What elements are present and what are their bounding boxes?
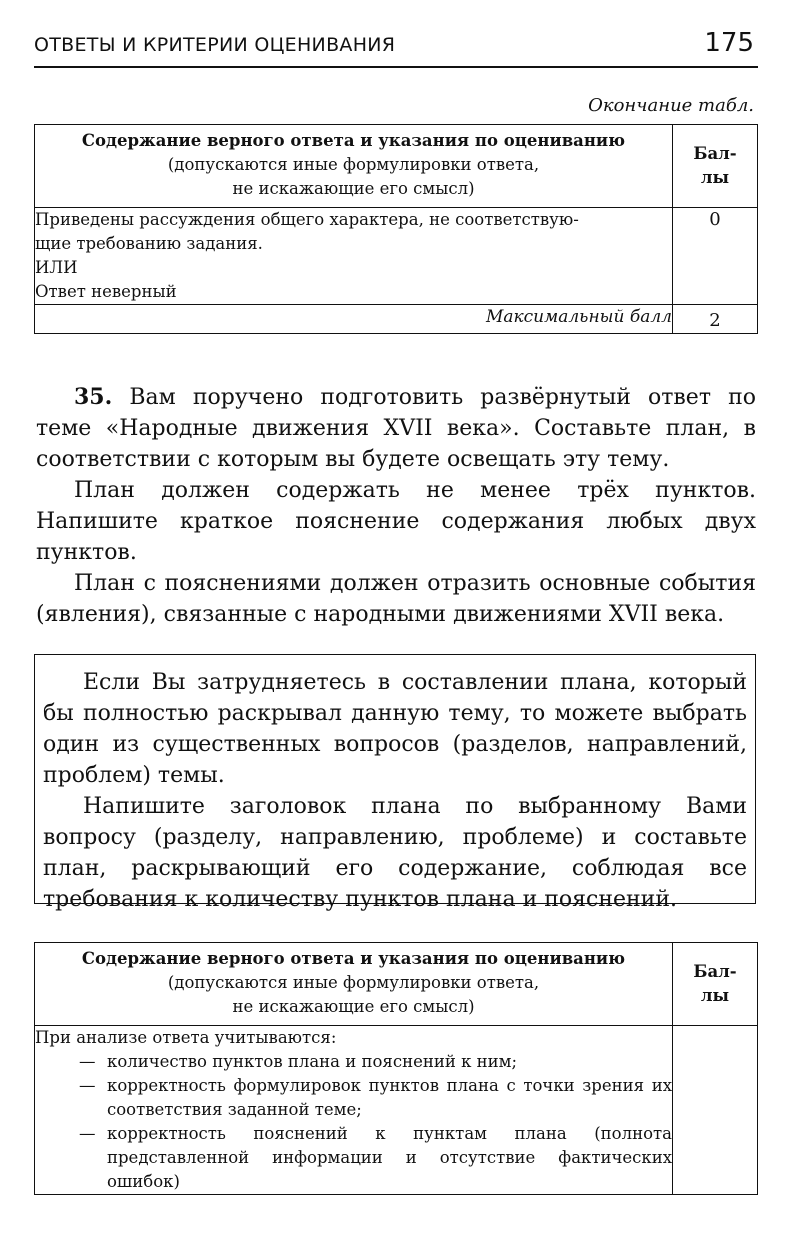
criterion-points: 0 [673, 208, 758, 305]
header-bold-line: Содержание верного ответа и указания по оцениванию [81, 131, 626, 150]
header-line-2: (допускаются иные формулировки ответа, [167, 973, 540, 992]
hint-paragraph-1: Если Вы затрудняетесь в составлении плана, который бы полностью раскрывал данную тему, то можете выбрать один из существенных вопросов (разделов, направлений, проблем) темы. [43, 670, 747, 788]
criterion-points [673, 1026, 758, 1195]
max-score-label: Максимальный балл [35, 305, 673, 334]
criterion-text [35, 208, 673, 305]
table-header-row [35, 943, 758, 1026]
max-score-value: 2 [673, 305, 758, 334]
criteria-table-2 [34, 942, 758, 1195]
points-header [673, 125, 758, 208]
criterion-or: ИЛИ [35, 258, 78, 277]
hint-box [34, 654, 756, 912]
table-header-content [35, 943, 673, 1026]
task-text-1: Вам поручено подготовить развёрнутый ответ по теме «Народные движения XVII века». Составьте план, в соответствии с которым вы будете освещать эту тему. [36, 385, 756, 472]
task-paragraph-3: План с пояснениями должен отразить основные события (явления), связанные с народными движениями XVII века. [36, 571, 756, 627]
max-score-row [35, 305, 758, 334]
task-number: 35. [74, 384, 113, 410]
header-line-3: не искажающие его смысл) [232, 179, 475, 198]
hint-paragraph-2: Напишите заголовок плана по выбранному Вами вопросу (разделу, направлению, проблеме) и составьте план, раскрывающий его содержание, соблюдая все требования к количеству пунктов плана и пояснений. [43, 794, 747, 912]
list-item: — корректность пояснений к пунктам плана (полнота представленной информации и отсутствие фактических ошибок) [35, 1122, 672, 1194]
criteria-table-1 [34, 124, 758, 334]
list-item: — количество пунктов плана и пояснений к ним; [35, 1050, 672, 1074]
table-row [35, 1026, 758, 1195]
list-item: — корректность формулировок пунктов плана с точки зрения их соответствия заданной теме; [35, 1074, 672, 1122]
criterion-text [35, 1026, 673, 1195]
header-line-3: не искажающие его смысл) [232, 997, 475, 1016]
table-continuation-caption: Окончание табл. [588, 95, 754, 116]
points-header-label: Бал- лы [693, 144, 737, 187]
table-row [35, 208, 758, 305]
criterion-line: Приведены рассуждения общего характера, не соответствую- [35, 210, 579, 229]
running-head [34, 26, 758, 68]
criteria-intro: При анализе ответа учитываются: [35, 1028, 337, 1047]
table-header-content [35, 125, 673, 208]
page-number: 175 [704, 28, 754, 58]
criteria-list [35, 1050, 672, 1194]
running-head-title: ОТВЕТЫ И КРИТЕРИИ ОЦЕНИВАНИЯ [34, 34, 396, 56]
header-line-2: (допускаются иные формулировки ответа, [167, 155, 540, 174]
points-header [673, 943, 758, 1026]
table-header-row [35, 125, 758, 208]
task-paragraph-2: План должен содержать не менее трёх пунктов. Напишите краткое пояснение содержания любых двух пунктов. [36, 478, 756, 565]
criterion-line: щие требованию задания. [35, 234, 263, 253]
header-bold-line: Содержание верного ответа и указания по оцениванию [81, 949, 626, 968]
task-35 [36, 382, 756, 630]
points-header-label: Бал- лы [693, 962, 737, 1005]
criterion-line: Ответ неверный [35, 282, 177, 301]
task-paragraph-1 [36, 382, 756, 475]
